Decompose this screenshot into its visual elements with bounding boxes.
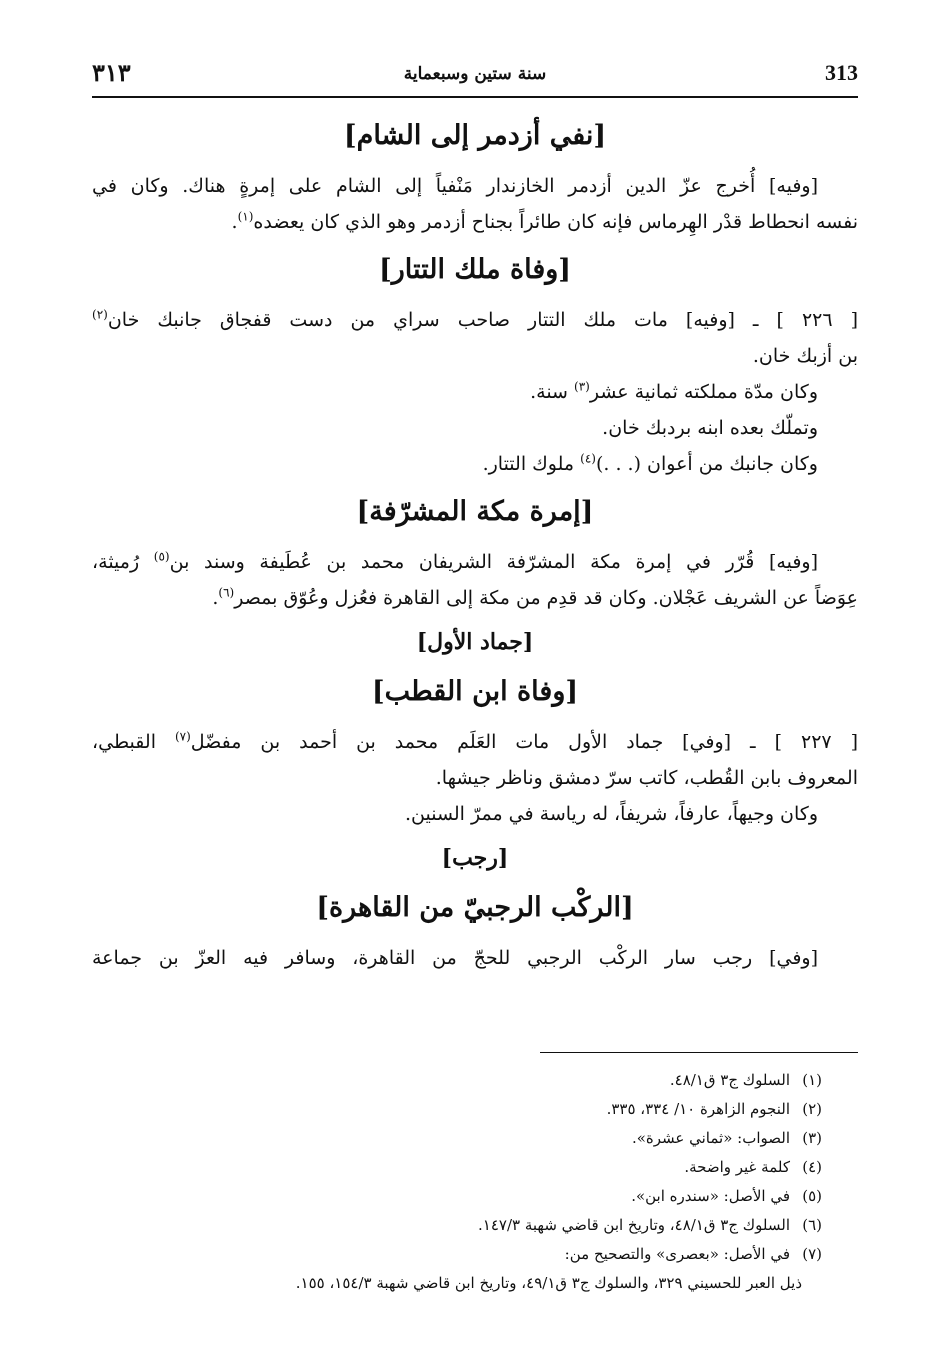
text-run: .	[212, 587, 219, 609]
month-heading: [جماد الأول]	[416, 629, 534, 655]
text-run: وكان مدّة مملكته ثمانية عشر	[589, 381, 818, 403]
section-heading: [الركْب الرجبيّ من القاهرة]	[316, 892, 634, 923]
footnote-ref: (٢)	[92, 307, 108, 322]
footnote-number: (٥)	[802, 1187, 822, 1205]
section-heading: [وفاة ابن القطب]	[371, 676, 579, 707]
paragraph	[92, 374, 858, 410]
footnote	[92, 1153, 858, 1182]
page-number-latin: 313	[825, 60, 858, 85]
section-heading: [إمرة مكة المشرّفة]	[356, 496, 594, 527]
footnote-ref: (٧)	[174, 729, 191, 744]
footnote-number: (٧)	[802, 1245, 822, 1263]
text-line: [وفي] رجب سار الركْب الرجبي للحجّ من القاهرة، وسافر فيه العزّ بن جماعة	[92, 947, 818, 969]
footnote	[92, 1095, 858, 1124]
paragraph	[92, 168, 858, 240]
page-header	[92, 56, 858, 98]
text-run: عِوَضاً عن الشريف عَجْلان. وكان قد قدِم من مكة إلى القاهرة فعُزل وعُوّق بمصر	[234, 587, 858, 609]
paragraph	[92, 940, 858, 976]
text-run: ملوك التتار.	[482, 453, 575, 475]
text-run: نفسه انحطاط قدْر الهِرماس فإنه كان طائراً بجناح أزدمر وهو الذي كان يعضده	[253, 211, 858, 233]
footnote-text: كلمة غير واضحة.	[684, 1158, 790, 1176]
paragraph	[92, 544, 858, 616]
text-run: [ ٢٢٧ ] ـ [وفي] جماد الأول مات العَلَم محمد بن أحمد بن مفضّل	[190, 731, 859, 753]
text-line: بن أزبك خان.	[752, 345, 858, 367]
text-run: [وفيه] قُرّر في إمرة مكة المشرّفة الشريفان محمد بن عُطَيفة وسند بن	[169, 551, 819, 573]
footnote-text: في الأصل: «سندره ابن».	[631, 1187, 790, 1205]
paragraph	[92, 446, 858, 482]
footnote-number: (٣)	[802, 1129, 822, 1147]
month-heading: [رجب]	[441, 845, 509, 871]
footnote-text: النجوم الزاهرة ١٠/ ٣٣٤، ٣٣٥.	[606, 1100, 790, 1118]
section-heading: [وفاة ملك التتار]	[378, 254, 572, 285]
text-run: القبطي،	[92, 731, 156, 753]
text-line	[92, 580, 858, 616]
footnote-continuation: ذيل العبر للحسيني ٣٢٩، والسلوك ج٣ ق٤٩/١، وتاريخ ابن قاضي شهبة ١٥٤/٣، ١٥٥.	[295, 1274, 802, 1292]
page-number-arabic: ٣١٣	[92, 58, 131, 87]
paragraph: وتملّك بعده ابنه بردبك خان.	[602, 417, 818, 439]
main-text	[92, 112, 858, 976]
paragraph: وكان وجيهاً، عارفاً، شريفاً، له رياسة في ممرّ السنين.	[404, 803, 818, 825]
text-line	[92, 302, 858, 338]
footnote-ref: (٤)	[580, 451, 596, 466]
text-run: سنة.	[530, 381, 568, 403]
footnote-text: في الأصل: «بعصرى» والتصحيح من:	[564, 1245, 790, 1263]
footnote	[92, 1240, 858, 1269]
footnote-number: (٢)	[802, 1100, 822, 1118]
footnote-divider	[540, 1052, 858, 1053]
footnote-number: (٦)	[802, 1216, 822, 1234]
footnote-text: السلوك ج٣ ق٤٨/١، وتاريخ ابن قاضي شهبة ١٤٧/٣.	[478, 1216, 790, 1234]
text-run: [ ٢٢٦ ] ـ [وفيه] مات ملك التتار صاحب سراي من دست قفجاق جانبك خان	[107, 309, 859, 331]
text-line	[92, 724, 858, 760]
paragraph	[92, 302, 858, 374]
footnote-number: (١)	[802, 1071, 822, 1089]
text-run: .	[231, 211, 238, 233]
text-line: [وفيه] أُخرج عزّ الدين أزدمر الخازندار مَنْفياً إلى الشام على إمرةٍ هناك. وكان في	[92, 175, 818, 197]
text-run: رُميثة،	[92, 551, 140, 573]
footnote-ref: (٣)	[574, 379, 590, 394]
footnote-number: (٤)	[802, 1158, 822, 1176]
section-heading: [نفي أزدمر إلى الشام]	[343, 120, 607, 151]
footnote-ref: (٥)	[153, 549, 170, 564]
footnote-ref: (١)	[237, 209, 254, 224]
text-line: المعروف بابن القُطب، كاتب سرّ دمشق وناظر جيشها.	[435, 767, 858, 789]
footnote	[92, 1066, 858, 1095]
text-line	[92, 204, 858, 240]
footnote	[92, 1211, 858, 1240]
footnotes	[92, 1066, 858, 1298]
text-line	[92, 544, 858, 580]
running-title: سنة ستين وسبعماية	[403, 64, 547, 84]
footnote	[92, 1182, 858, 1211]
text-run: وكان جانبك من أعوان (. . .)	[595, 453, 818, 475]
paragraph	[92, 724, 858, 796]
footnote-ref: (٦)	[218, 585, 235, 600]
footnote-text: الصواب: «ثماني عشرة».	[631, 1129, 790, 1147]
footnote-text: السلوك ج٣ ق٤٨/١.	[669, 1071, 790, 1089]
footnote	[92, 1124, 858, 1153]
